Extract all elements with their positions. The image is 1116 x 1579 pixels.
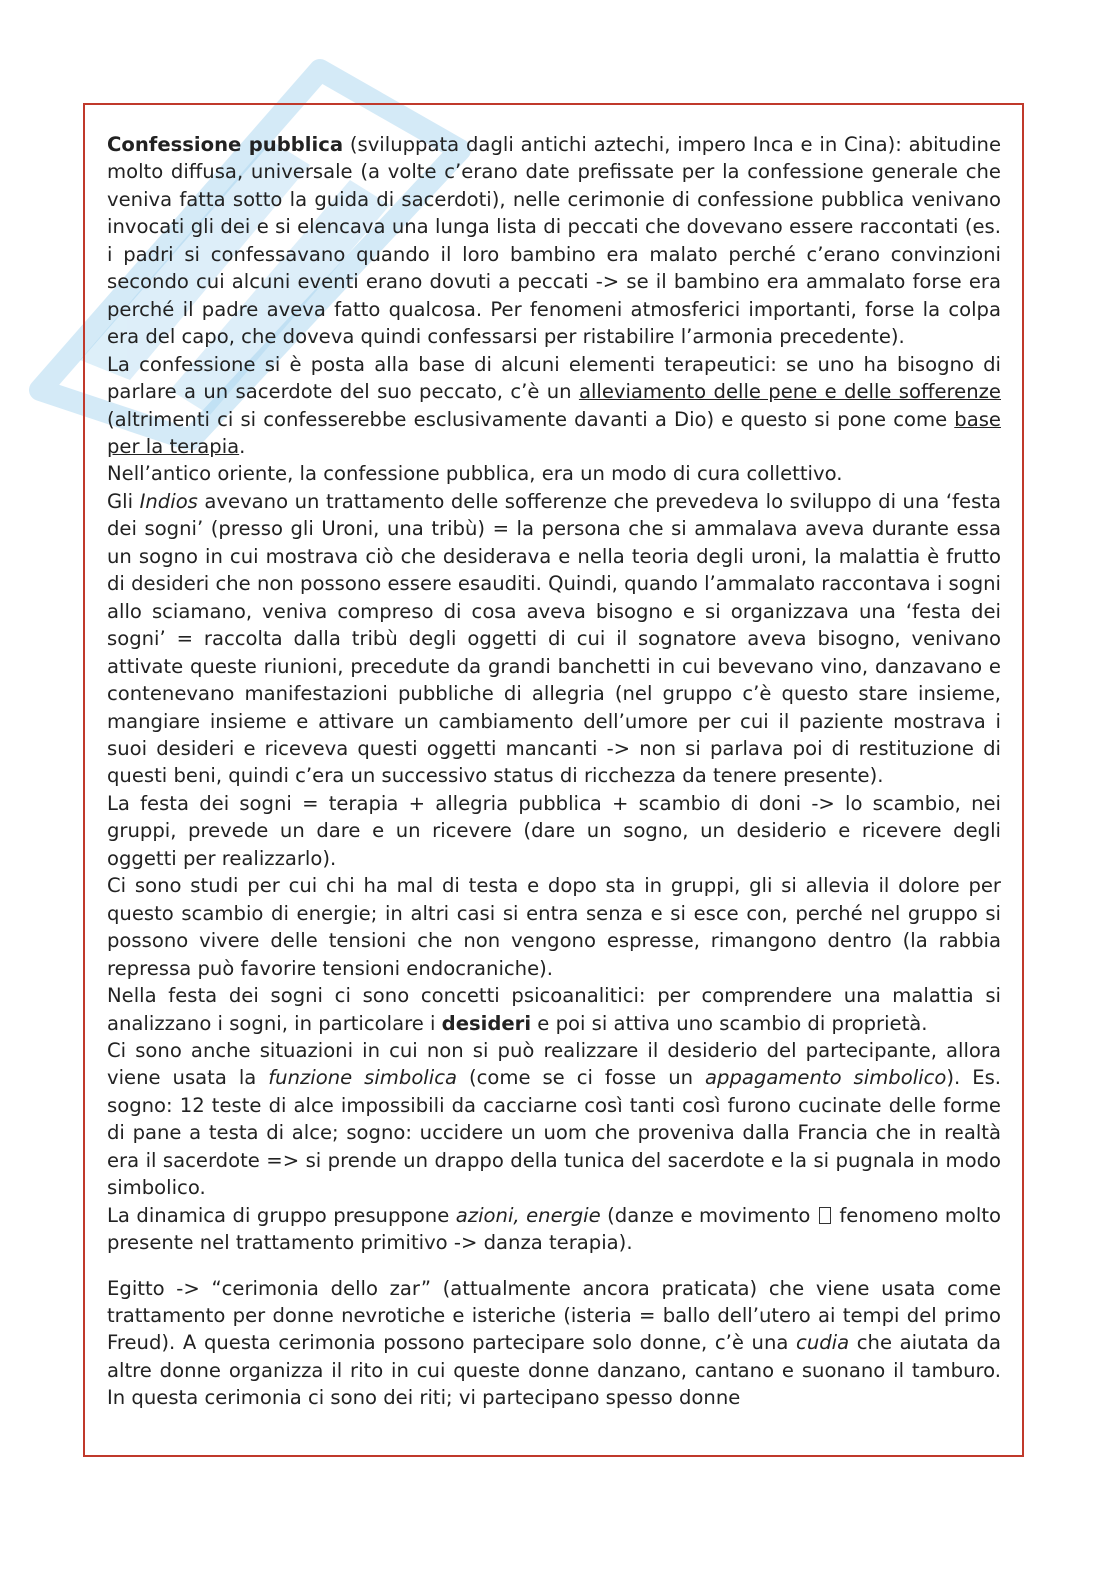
paragraph-antico-oriente: Nell’antico oriente, la confessione pubblica, era un modo di cura collettivo. [107,462,843,486]
text-run: che aiutata da altre donne organizza il rito in cui queste donne danzano, cantano e suonano il tamburo. In questa cerimonia ci sono dei riti; vi partecipano spesso donne [107,1331,1002,1410]
text-run: (danze e movimento [600,1203,817,1227]
text-run: e poi si attiva uno scambio di proprietà. [531,1011,928,1035]
underlined-phrase: base per la terapia [107,407,1001,458]
paragraph-studi-gruppi: Ci sono studi per cui chi ha mal di testa e dopo sta in gruppi, gli si allevia il dolore per questo scambio di energie; in altri casi si entra senza e si esce con, perché nel gruppo si possono vivere delle tensioni che non vengono espresse, rimangono dentro (la rabbia repressa può favorire tensioni endocraniche). [107,874,1001,980]
paragraph-confessione-terapia [107,351,1001,461]
text-run: avevano un trattamento delle sofferenze che prevedeva lo sviluppo di una ‘festa dei sogni’ (presso gli Uroni, una tribù) = la persona che si ammalava aveva durante essa un sogno in cui mostrava ciò che desiderava e nella teoria degli uroni, la malattia è frutto di desideri che non possono essere esauditi. Quindi, quando l’ammalato raccontava i sogni allo sciamano, veniva compreso di cosa aveva bisogno e si organizzava una ‘festa dei sogni’ = raccolta dalla tribù degli oggetti di cui il sognatore aveva bisogno, venivano attivate queste riunioni, precedute da grandi banchetti in cui bevevano vino, danzavano e contenevano manifestazioni pubbliche di allegria (nel gruppo c’è questo stare insieme, mangiare insieme e attivare un cambiamento dell’umore per cui il paziente mostrava i suoi desideri e riceveva questi oggetti mancanti -> non si parlava poi di restituzione di questi beni, quindi c’era un successivo status di ricchezza da tenere presente). [107,489,1001,788]
text-run: . [239,434,246,458]
italic-term: azioni, energie [455,1203,601,1227]
italic-term: Indios [139,489,198,513]
paragraph-indios [107,488,1001,790]
paragraph-egitto-zar [107,1275,1001,1412]
text-run: ). Es. sogno: 12 teste di alce impossibili da cacciarne così tanti così furono cucinate delle forme di pane a testa di alce; sogno: uccidere un uom che proveniva dalla Francia che in realtà era il sacerdote => si prende un drappo della tunica del sacerdote e la si pugnala in modo simbolico. [107,1066,1002,1200]
paragraph-funzione-simbolica [107,1037,1001,1202]
text-run: fenomeno molto presente nel trattamento primitivo -> danza terapia). [107,1203,1002,1255]
paragraph-festa-dei-sogni: La festa dei sogni = terapia + allegria pubblica + scambio di doni -> lo scambio, nei gruppi, prevede un dare e un ricevere (dare un sogno, un desiderio e ricevere degli oggetti per realizzarlo). [107,791,1001,870]
text-run: Nella festa dei sogni ci sono concetti psicoanalitici: per comprendere una malattia si analizzano i sogni, in particolare i [107,984,1001,1035]
page-frame [83,103,1024,1457]
text-run: Ci sono anche situazioni in cui non si può realizzare il desiderio del partecipante, allora viene usata la [107,1038,1001,1090]
document-body [107,131,1001,1412]
paragraph-dinamica-gruppo [107,1202,1001,1257]
italic-term: cudia [796,1331,850,1355]
text-run: (come se ci fosse un [456,1066,706,1090]
paragraph-confessione-pubblica [107,131,1001,351]
text-run: Egitto -> “cerimonia dello zar” (attualmente ancora praticata) che viene usata come trattamento per donne nevrotiche e isteriche (isteria = ballo dell’utero ai tempi del primo Freud). A questa cerimonia possono partecipare solo donne, c’è una [107,1276,1001,1355]
text-run: La dinamica di gruppo presuppone [107,1203,456,1227]
text-run: La confessione si è posta alla base di alcuni elementi terapeutici: se uno ha bisogno di parlare a un sacerdote del suo peccato, c’è un [107,352,1001,404]
missing-glyph-icon [819,1207,831,1224]
paragraph-concetti-psicoanalitici [107,982,1001,1037]
heading-confessione-pubblica: Confessione pubblica [107,133,344,156]
italic-term: funzione simbolica [268,1066,457,1090]
bold-term: desideri [441,1011,532,1035]
text-run: (altrimenti ci si confesserebbe esclusivamente davanti a Dio) e questo si pone come [107,407,955,431]
underlined-phrase: alleviamento delle pene e delle sofferenze [578,380,1001,404]
italic-term: appagamento simbolico [705,1066,947,1090]
paragraph-text: (sviluppata dagli antichi aztechi, impero Inca e in Cina): abitudine molto diffusa, universale (a volte c’erano date prefissate per la confessione generale che veniva fatta sotto la guida di sacerdoti), nelle cerimonie di confessione pubblica venivano invocati gli dei e si elencava una lunga lista di peccati che dovevano essere raccontati (es. i padri si confessavano quando il loro bambino era malato perché c’erano convinzioni secondo cui alcuni eventi erano dovuti a peccati -> se il bambino era ammalato forse era perché il padre aveva fatto qualcosa. Per fenomeni atmosferici importanti, forse la colpa era del capo, che doveva quindi confessarsi per ristabilire l’armonia precedente). [107,133,1001,349]
text-run: Gli [107,489,140,513]
